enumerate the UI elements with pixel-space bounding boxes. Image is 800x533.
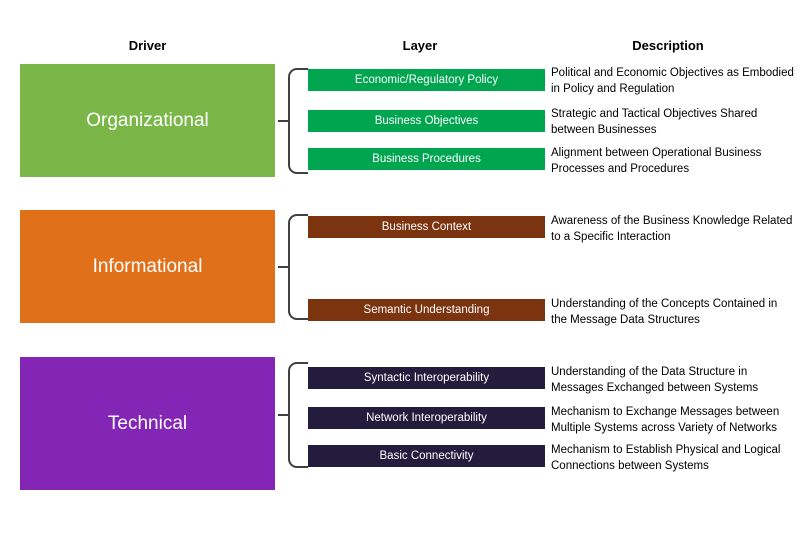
layer-bar-business-objectives: Business Objectives bbox=[308, 110, 545, 132]
driver-block-organizational: Organizational bbox=[20, 64, 275, 177]
column-header-description: Description bbox=[632, 38, 704, 53]
layer-bar-business-procedures: Business Procedures bbox=[308, 148, 545, 170]
description-syntactic-interoperability: Understanding of the Data Structure in Messages Exchanged between Systems bbox=[551, 366, 759, 394]
layer-bar-basic-connectivity: Basic Connectivity bbox=[308, 445, 545, 467]
layer-bar-network-interoperability: Network Interoperability bbox=[308, 407, 545, 429]
description-network-interoperability: Mechanism to Exchange Messages between Multiple Systems across Variety of Networks bbox=[551, 406, 780, 434]
driver-block-technical: Technical bbox=[20, 357, 275, 490]
driver-block-informational: Informational bbox=[20, 210, 275, 323]
layer-bar-economic-regulatory-policy: Economic/Regulatory Policy bbox=[308, 69, 545, 91]
layer-bar-business-context: Business Context bbox=[308, 216, 545, 238]
brace-informational bbox=[288, 214, 308, 320]
brace-technical bbox=[288, 362, 308, 468]
description-basic-connectivity: Mechanism to Establish Physical and Logical Connections between Systems bbox=[551, 444, 781, 472]
description-semantic-understanding: Understanding of the Concepts Contained in the Message Data Structures bbox=[551, 298, 778, 326]
column-header-driver: Driver bbox=[128, 38, 167, 53]
description-business-procedures: Alignment between Operational Business Processes and Procedures bbox=[551, 147, 762, 175]
brace-organizational bbox=[288, 68, 308, 174]
column-header-layer: Layer bbox=[402, 38, 438, 53]
description-business-context: Awareness of the Business Knowledge Related to a Specific Interaction bbox=[551, 215, 793, 243]
layer-bar-syntactic-interoperability: Syntactic Interoperability bbox=[308, 367, 545, 389]
description-economic-regulatory-policy: Political and Economic Objectives as Embodied in Policy and Regulation bbox=[551, 67, 794, 95]
description-business-objectives: Strategic and Tactical Objectives Shared between Businesses bbox=[551, 108, 758, 136]
layer-bar-semantic-understanding: Semantic Understanding bbox=[308, 299, 545, 321]
